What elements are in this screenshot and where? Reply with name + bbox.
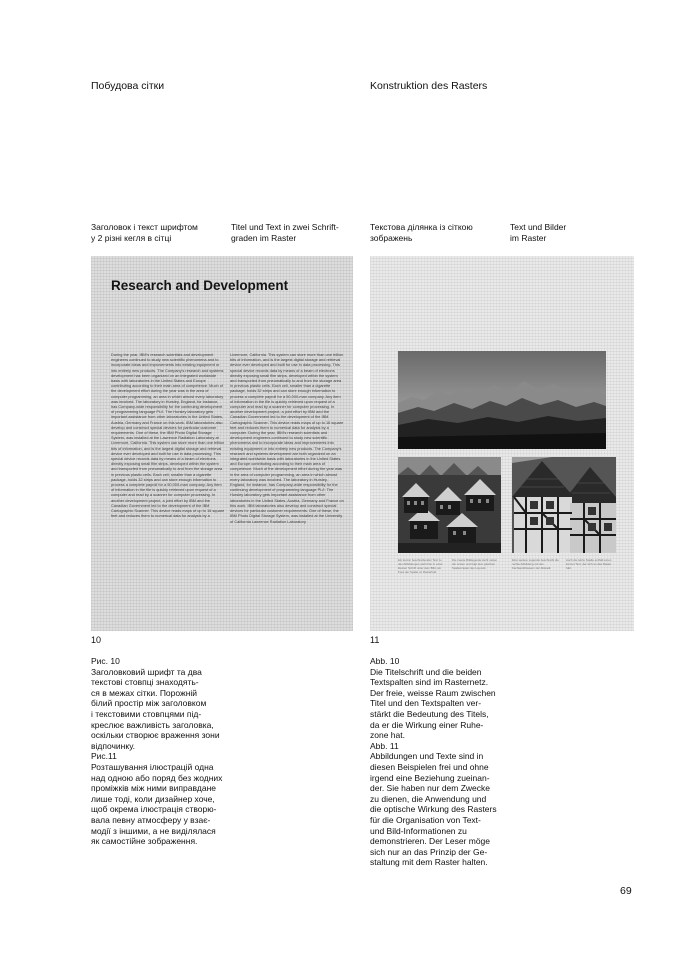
landscape-photo <box>398 351 606 449</box>
subhead-col4: Text und Bilder im Raster <box>510 222 567 243</box>
photo-caption-1: Ein kurzer beschreibender Text zu den Abbildungen steht hier in einer kleinen Schrift unter dem Bild, am Fuss der Spalte im Rasterfeld. <box>398 558 443 574</box>
page-number: 69 <box>620 885 632 897</box>
town-photo <box>398 457 501 553</box>
photo-caption-3: Eine weitere Legende beschreibt die rechte Abbildung mit den Fachwerkhäusern der Altstadt. <box>512 558 559 570</box>
subhead-col3: Текстова ділянка із сіткою зображень <box>370 222 473 243</box>
caption-german: Abb. 10 Die Titelschrift und die beiden Textspalten sind im Rasternetz. Der freie, weisse Raum zwischen Titel und den Textspalten ver- stärkt die Bedeutung des Titels, da er die Wirkung einer Ruhe- zone hat. Abb. 11 Abbildungen und Texte sind in diesen Beispielen frei und ohne irgend eine Beziehung zueinan- der. Sie haben nur dem Zwecke zu dienen, die Anwendung und die optische Wirkung des Rasters für die Organisation von Text- und Bild-Informationen zu demonstrieren. Der Leser möge sich nur an das Prinzip der Ge- staltung mit dem Raster halten. <box>370 656 497 868</box>
figure-10-panel <box>91 256 353 631</box>
subhead-col1: Заголовок і текст шрифтом у 2 різні кегля в сітці <box>91 222 198 243</box>
research-title: Research and Development <box>111 278 289 293</box>
text-column-a: During the year, IBM's research scientists and development engineers continued to study new scientific phenomena and to incorporate ideas and improvements into existing equipment or into entirely new products. The Company's research and systems development has been organized on an integrated worldwide basis with laboratories in the United States and Europe contributing according to their main area of competence. Much of the development effort during the year was in the area of computer programming, an area in which almost every laboratory was involved. The laboratory in Hursley, England, for instance, has Company-wide responsibility for the continuing development of programming language PL/I. The Hursley laboratory gets important assistance from other laboratories in the United States, Austria, Germany and France on this work. IBM laboratories also develop and construct special devices for particular customer requirements. One of these, the IBM Photo Digital Storage System, was installed at the Lawrence Radiation Laboratory at Livermore, California. This system can store more than one trillion bits of information, and is the largest digital storage and retrieval device ever developed and built for use in data processing. This special device records data by means of a beam of electrons directly exposing small film strips, developed within the system and transported from pneumatically to and from the storage area in previous plastic cells. Each cell, smaller than a cigarette package, holds 32 strips and can store enough information to process a complete payroll for a 50,000-man company. Any item of information in the file is quickly retrieved upon request of a computer and read by a scanner for computer processing. In another development project, a joint effort by IBM and the Canadian Government led to the development of the IBM Cartographic Scanner. This device reads maps of up to 16 square feet and reduces them to numerical data for analysis by a <box>111 352 225 519</box>
landscape-photo-image <box>398 351 606 449</box>
figure-11-panel <box>370 256 634 631</box>
town-photo-image <box>398 457 501 553</box>
half-timbered-photo-image <box>512 457 616 553</box>
page-title-left: Побудова сітки <box>91 80 165 92</box>
photo-caption-4: Auch die letzte Spalte enthält einen kurzen Text, der sich an das Raster hält. <box>566 558 612 570</box>
page-title-right: Konstruktion des Rasters <box>370 80 488 92</box>
photo-caption-2: Die zweite Bildlegende steht neben der ersten und folgt dem gleichen Spaltenraster des Layouts. <box>452 558 498 570</box>
figure-number-left: 10 <box>91 635 102 645</box>
half-timbered-photo <box>512 457 616 553</box>
figure-number-right: 11 <box>370 635 380 645</box>
subhead-col2: Titel und Text in zwei Schrift- graden im Raster <box>231 222 339 243</box>
caption-ukrainian: Рис. 10 Заголовковий шрифт та два текстові стовпці знаходять- ся в межах сітки. Порожній білий простір між заголовком і текстовими стовпцями під- креслює важливість заголовка, оскільки створює враження зони відпочинку. Рис.11 Розташування ілюстрацій одна над одною або поряд без жодних проміжків між ними виправдане лише тоді, коли дизайнер хоче, щоб окрема ілюстрація створю- вала певну атмосферу у взає- модії з іншими, а не виділялася як самостійне зображення. <box>91 656 223 847</box>
text-column-b: Livermore, California. This system can store more than one trillion bits of information, and is the largest digital storage and retrieval device ever developed and built for use in data processing. This special device records data by means of a beam of electrons directly exposing small film strips, developed within the system and transported from pneumatically to and from the storage area in previous plastic cells. Each cell, smaller than a cigarette package, holds 32 strips and can store enough information to process a complete payroll for a 50,000-man company. Any item of information in the file is quickly retrieved upon request of a computer and read by a scanner for computer processing. In another development project, a joint effort by IBM and the Canadian Government led to the development of the IBM Cartographic Scanner. This device reads maps of up to 16 square feet and reduces them to numerical data for analysis by a computer. During the year, IBM's research scientists and development engineers continued to study new scientific phenomena and to incorporate ideas and improvements into existing equipment or into entirely new products. The Company's research and systems development are both organized on an integrated worldwide basis with laboratories in the United States and Europe contributing according to their main area of competence. Much of the development effort during the year was in the area of computer programming, an area in which almost every laboratory was involved. The laboratory in Hursley, England, for instance, has Company-wide responsibility for the continuing development of programming language PL/I. The Hursley laboratory gets important assistance from other laboratories in the United States, Austria, Germany and France on this work. IBM laboratories also develop and construct special devices for particular customer requirements. One of these, the IBM Photo Digital Storage System, was installed at the University of California Lawrence Radiation Laboratory <box>230 352 344 524</box>
